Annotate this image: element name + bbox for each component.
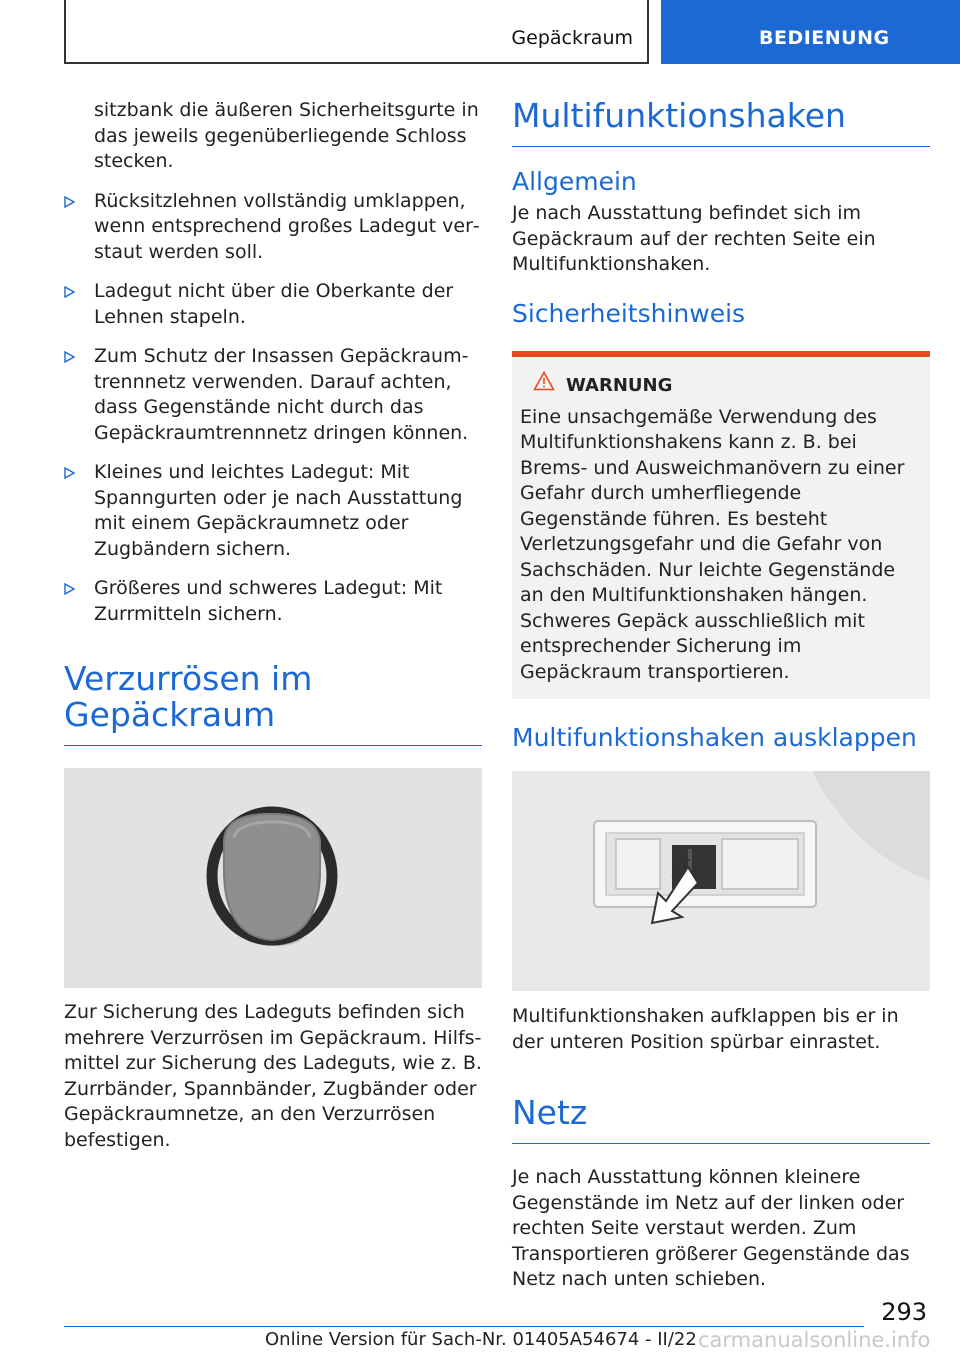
bullet-text: Ladegut nicht über die Oberkante der Lehnen stapeln. [94,280,454,328]
watermark: carmanualsonline.info [698,1328,931,1352]
bullet-text: Zum Schutz der Insassen Gepäckraumtrennnetz verwenden. Darauf achten, dass Gegenstände nicht durch das Gepäckraumtrennnetz dringen können. [94,345,469,444]
hook-unfold-illustration [512,771,930,991]
triangle-bullet-icon [64,467,75,479]
warning-text: Eine unsachgemäße Verwendung des Multifunktionshakens kann z. B. bei Brems- und Ausweichmanövern zu einer Gefahr durch umherfliegende Gegenstände führen. Es besteht Verletzungsgefahr und die Gefahr von Sachschäden. Nur leichte Gegenstände an den Multifunktionshaken hängen. Schweres Gepäck ausschließlich mit entsprechender Sicherung im Gepäckraum transportieren. [520,405,905,683]
lashing-eye-image [64,768,482,988]
header-chapter-title: BEDIENUNG [759,27,890,49]
lashing-eye-illustration [64,768,482,988]
header-section-tab [64,0,649,64]
net-title: Netz [512,1095,930,1144]
footer-online-version: Online Version für Sach-Nr. 01405A54674 - II/22 [265,1329,697,1350]
warning-header [520,371,922,405]
safety-bullet-list [64,189,482,628]
header-chapter-tab [661,0,960,64]
lashing-eyes-title: Verzurrösen im Gepäckraum [64,661,482,746]
warning-triangle-icon [533,371,555,391]
list-item [64,460,482,562]
list-item [64,189,482,266]
list-item [64,344,482,446]
unfold-heading: Multifunktionshaken ausklappen [512,723,917,752]
bullet-text: Größeres und schweres Ladegut: Mit Zurrmitteln sichern. [94,577,443,625]
lashing-eyes-text: Zur Sicherung des Ladeguts befinden sich mehrere Verzurrösen im Gepäckraum. Hilfsmittel zur Sicherung des Ladeguts, wie z. B. Zurrbänder, Spannbänder, Zugbänder oder Gepäckraumnetze, an den Verzurrösen befestigen. [64,1001,482,1151]
triangle-bullet-icon [64,583,75,595]
bullet-text: Rücksitzlehnen vollständig umklappen, wenn entsprechend großes Ladegut verstaut werden soll. [94,189,480,263]
safety-heading: Sicherheitshinweis [512,298,746,328]
triangle-bullet-icon [64,286,75,298]
continuation-text: sitzbank die äußeren Sicherheitsgurte in das jeweils gegenüberliegende Schloss stecken. [94,99,479,172]
warning-box [512,351,930,700]
warning-title: WARNUNG [566,374,673,396]
multifunction-hook-title: Multifunktionshaken [512,98,930,147]
footer-rule [64,1326,864,1327]
bullet-text: Kleines und leichtes Ladegut: Mit Spanngurten oder je nach Ausstattung mit einem Gepäckraumnetz oder Zugbändern sichern. [94,461,463,560]
general-heading: Allgemein [512,167,637,196]
right-column [512,98,930,1293]
net-text: Je nach Ausstattung können kleinere Gegenstände im Netz auf der linken oder rechten Seite verstaut werden. Zum Transportieren größerer Gegenstände das Netz nach unten schieben. [512,1166,910,1290]
general-text: Je nach Ausstattung befindet sich im Gepäckraum auf der rechten Seite ein Multifunktionshaken. [512,202,876,275]
left-column [64,98,482,1153]
triangle-bullet-icon [64,196,75,208]
list-item [64,279,482,330]
page-number: 293 [881,1298,927,1326]
unfold-text: Multifunktionshaken aufklappen bis er in der unteren Position spürbar einrastet. [512,1005,899,1053]
triangle-bullet-icon [64,351,75,363]
header-section-title: Gepäckraum [511,27,633,49]
list-item [64,576,482,627]
hook-unfold-image [512,771,930,991]
